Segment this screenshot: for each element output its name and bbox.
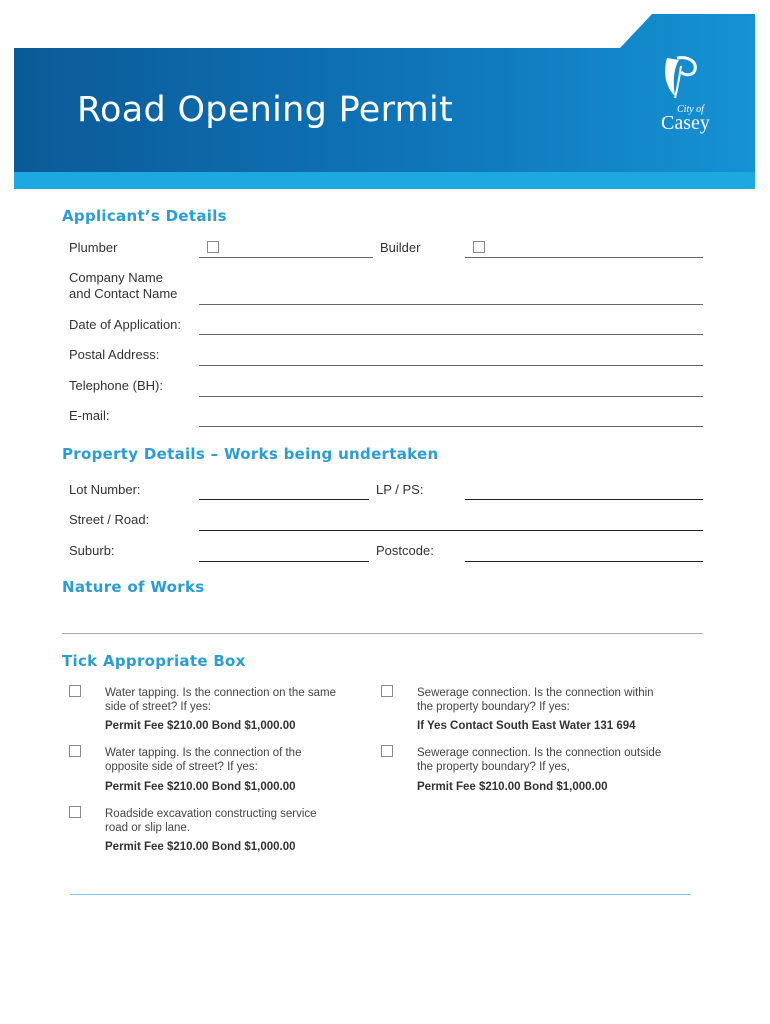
builder-line	[465, 257, 703, 258]
telephone-label: Telephone (BH):	[69, 378, 163, 393]
page-title: Road Opening Permit	[77, 90, 454, 130]
option-1-fee: Permit Fee $210.00 Bond $1,000.00	[105, 720, 296, 732]
option-5-fee: Permit Fee $210.00 Bond $1,000.00	[417, 781, 608, 793]
option-4-fee: If Yes Contact South East Water 131 694	[417, 720, 636, 732]
option-1-line-1: Water tapping. Is the connection on the same	[105, 687, 336, 699]
option-4-line-1: Sewerage connection. Is the connection within	[417, 687, 654, 699]
builder-checkbox[interactable]	[473, 241, 485, 253]
date-field[interactable]	[199, 334, 703, 335]
option-4-line-2: the property boundary? If yes:	[417, 701, 570, 713]
lp-label: LP / PS:	[376, 482, 424, 497]
logo-casey: Casey	[661, 112, 710, 134]
city-of-casey-logo	[655, 54, 725, 138]
plumber-checkbox[interactable]	[207, 241, 219, 253]
postcode-label: Postcode:	[376, 543, 434, 558]
plumber-line	[199, 257, 373, 258]
option-3-fee: Permit Fee $210.00 Bond $1,000.00	[105, 841, 296, 853]
option-3-line-1: Roadside excavation constructing service	[105, 808, 317, 820]
option-5-line-1: Sewerage connection. Is the connection outside	[417, 747, 662, 759]
option-water-opposite-side-checkbox[interactable]	[69, 745, 81, 757]
telephone-field[interactable]	[199, 396, 703, 397]
leaf-logo-icon	[655, 54, 725, 110]
option-3-line-2: road or slip lane.	[105, 822, 191, 834]
company-field[interactable]	[199, 304, 703, 305]
lp-field[interactable]	[465, 499, 703, 500]
date-label: Date of Application:	[69, 317, 182, 332]
option-2-fee: Permit Fee $210.00 Bond $1,000.00	[105, 781, 296, 793]
nature-heading: Nature of Works	[62, 578, 205, 596]
applicant-heading: Applicant’s Details	[62, 207, 227, 225]
postal-label: Postal Address:	[69, 347, 160, 362]
option-roadside-excavation-checkbox[interactable]	[69, 806, 81, 818]
street-field[interactable]	[199, 530, 703, 531]
lot-field[interactable]	[199, 499, 369, 500]
property-heading: Property Details – Works being undertaken	[62, 445, 439, 463]
option-sewerage-outside-checkbox[interactable]	[381, 745, 393, 757]
company-label-1: Company Name	[69, 270, 163, 285]
option-2-line-2: opposite side of street? If yes:	[105, 761, 258, 773]
option-1-line-2: side of street? If yes:	[105, 701, 212, 713]
nature-field[interactable]	[62, 633, 703, 634]
lot-label: Lot Number:	[69, 482, 141, 497]
option-2-line-1: Water tapping. Is the connection of the	[105, 747, 302, 759]
footer-divider	[70, 894, 691, 895]
option-5-line-2: the property boundary? If yes,	[417, 761, 570, 773]
suburb-label: Suburb:	[69, 543, 115, 558]
email-field[interactable]	[199, 426, 703, 427]
email-label: E-mail:	[69, 408, 110, 423]
option-sewerage-within-checkbox[interactable]	[381, 685, 393, 697]
builder-label: Builder	[380, 240, 421, 255]
suburb-field[interactable]	[199, 561, 369, 562]
plumber-label: Plumber	[69, 240, 118, 255]
company-label-2: and Contact Name	[69, 286, 178, 301]
logo-city-of: City of	[677, 104, 704, 115]
option-water-same-side-checkbox[interactable]	[69, 685, 81, 697]
street-label: Street / Road:	[69, 512, 150, 527]
tick-heading: Tick Appropriate Box	[62, 652, 246, 670]
postcode-field[interactable]	[465, 561, 703, 562]
postal-field[interactable]	[199, 365, 703, 366]
